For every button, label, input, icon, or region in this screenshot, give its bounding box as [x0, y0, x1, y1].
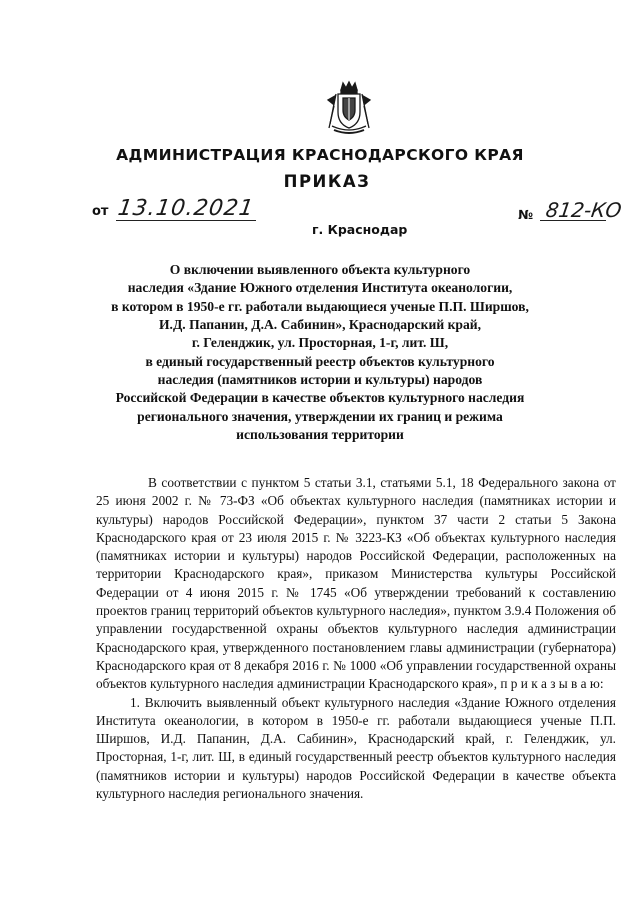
krasnodar-coat-of-arms-icon: [326, 80, 372, 136]
heading-line: в котором в 1950-е гг. работали выдающиеся ученые П.П. Ширшов,: [111, 298, 529, 314]
heading-line: наследия «Здание Южного отделения Института океанологии,: [127, 280, 513, 296]
heading-line: в единый государственный реестр объектов культурного: [145, 353, 495, 369]
document-type: ПРИКАЗ: [283, 172, 371, 191]
order-heading: [70, 261, 570, 444]
heading-line: И.Д. Папанин, Д.А. Сабинин», Краснодарский край,: [158, 317, 481, 333]
number-label: №: [518, 207, 534, 222]
heading-line: Российской Федерации в качестве объектов культурного наследия: [115, 390, 525, 406]
handwritten-number: 812-КО: [544, 198, 624, 222]
preamble-paragraph: В соответствии с пунктом 5 статьи 3.1, статьями 5.1, 18 Федерального закона от 25 июня 2002 г. № 73-ФЗ «Об объектах культурного наследия (памятниках истории и культуры) народов Российской Федерации», пунктом 37 части 2 статьи 5 Закона Краснодарского края от 23 июля 2015 г. № 3223-КЗ «Об объектах культурного наследия (памятниках истории и культуры) народов Российской Федерации, расположенных на территории Краснодарского края», приказом Министерства культуры Российской Федерации от 4 июня 2015 г. № 1745 «Об утверждении требований к составлению проектов границ территорий объектов культурного наследия», пунктом 3.9.4 Положения об управлении государственной охраны объектов культурного наследия администрации Краснодарского края, утвержденного постановлением главы администрации (губернатора) Краснодарского края от 8 декабря 2016 г. № 1000 «Об управлении государственной охраны объектов культурного наследия администрации Краснодарского края», п р и к а з ы в а ю:: [96, 475, 616, 692]
order-body: [96, 474, 616, 803]
handwritten-date: 13.10.2021: [116, 196, 256, 221]
heading-line: г. Геленджик, ул. Просторная, 1-г, лит. Ш,: [191, 335, 449, 351]
heading-line: наследия (памятников истории и культуры) народов: [157, 372, 483, 388]
heading-line: О включении выявленного объекта культурного: [169, 262, 471, 277]
clause-1-paragraph: 1. Включить выявленный объект культурного наследия «Здание Южного отделения Института океанологии, в котором в 1950-е гг. работали выдающиеся ученые П.П. Ширшов, И.Д. Папанин, Д.А. Сабинин», Краснодарский край, г. Геленджик, ул. Просторная, 1-г, лит. Ш, в единый государственный реестр объектов культурного наследия (памятников истории и культуры) народов Российской Федерации в качестве объекта культурного наследия регионального значения.: [96, 694, 616, 802]
date-label: от: [92, 204, 109, 219]
organization-title: АДМИНИСТРАЦИЯ КРАСНОДАРСКОГО КРАЯ: [116, 146, 524, 164]
heading-line: использования территории: [236, 427, 404, 443]
city: г. Краснодар: [312, 222, 408, 237]
heading-line: регионального значения, утверждении их границ и режима: [137, 408, 503, 424]
